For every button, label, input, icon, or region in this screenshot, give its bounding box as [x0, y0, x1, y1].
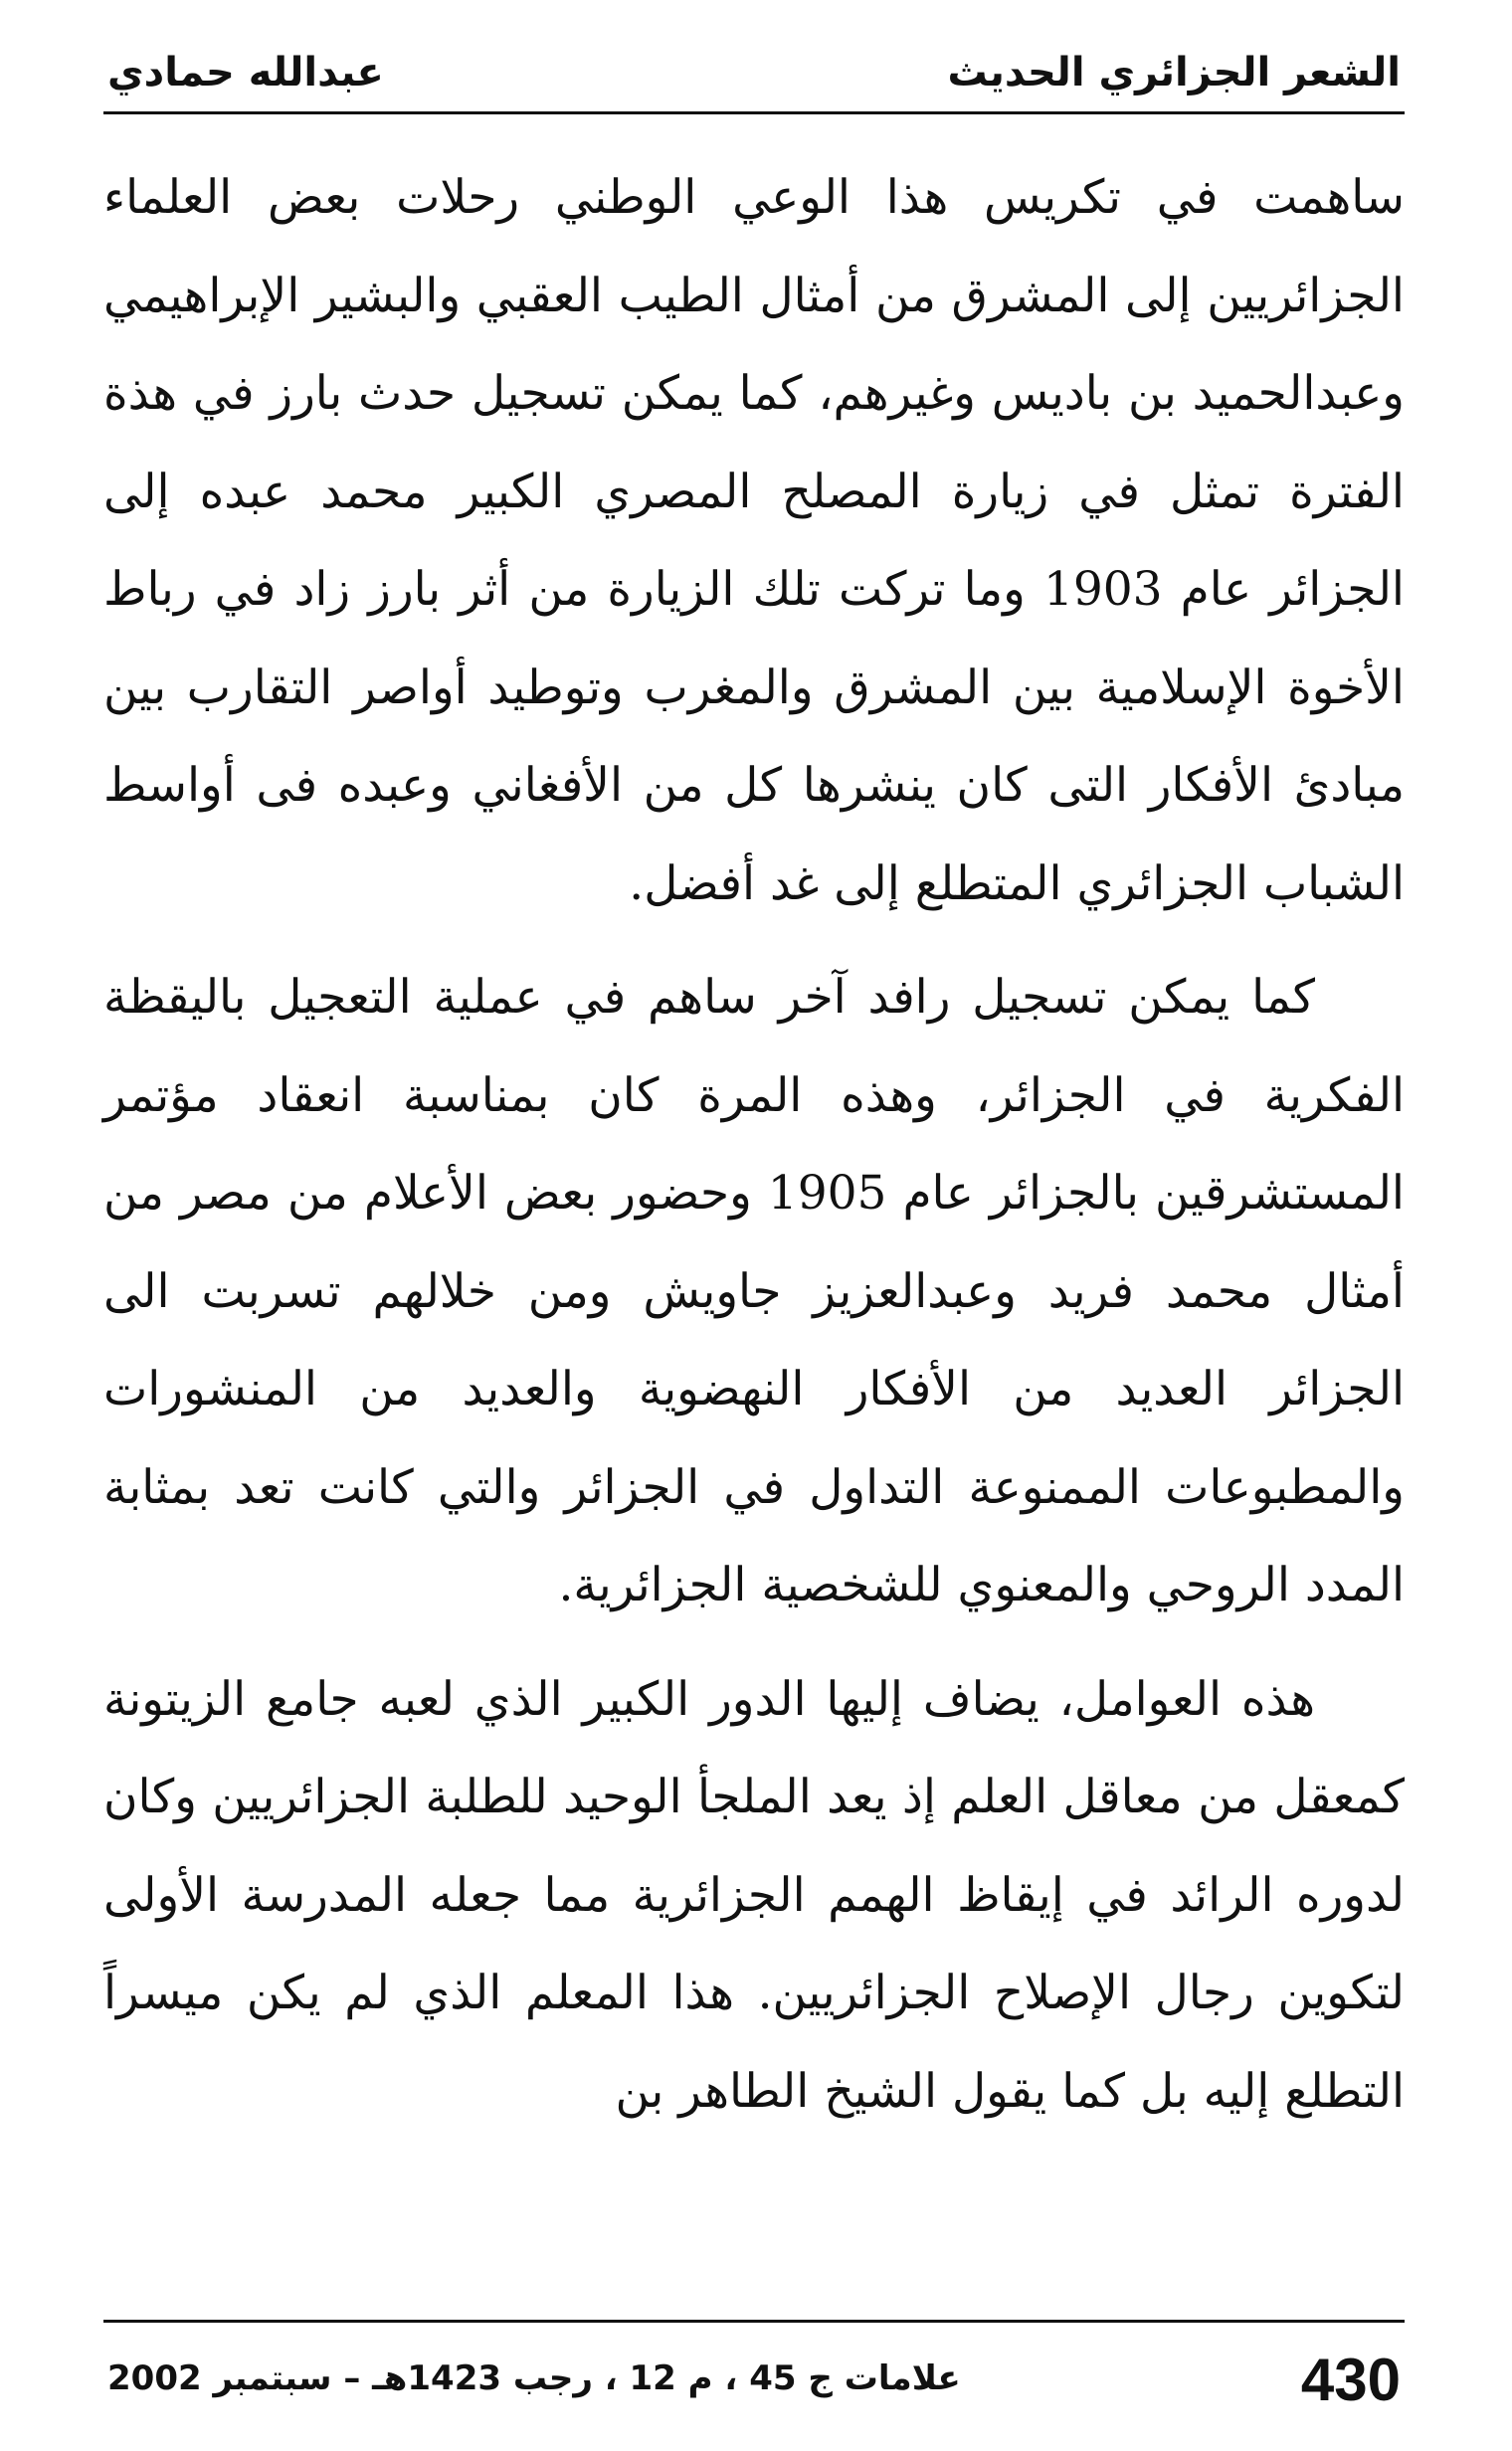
paragraph-2: كما يمكن تسجيل رافد آخر ساهم في عملية التعجيل باليقظة الفكرية في الجزائر، وهذه المرة كان بمناسبة انعقاد مؤتمر المستشرقين بالجزائر عام 1905 وحضور بعض الأعلام من مصر من أمثال محمد فريد وعبدالعزيز جاويش ومن خلالهم تسربت الى الجزائر العديد من الأفكار النهضوية والعديد من المنشورات والمطبوعات الممنوعة التداول في الجزائر والتي كانت تعد بمثابة المدد الروحي والمعنوي للشخصية الجزائرية. — [103, 970, 1405, 1612]
running-header — [103, 38, 1405, 114]
body-text — [103, 149, 1405, 2157]
journal-citation: علامات ج 45 ، م 12 ، رجب 1423هـ – سبتمبر 2002 — [107, 2358, 961, 2398]
paragraph-3: هذه العوامل، يضاف إليها الدور الكبير الذي لعبه جامع الزيتونة كمعقل من معاقل العلم إذ يعد الملجأ الوحيد للطلبة الجزائريين وكان لدوره الرائد في إيقاظ الهمم الجزائرية مما جعله المدرسة الأولى لتكوين رجال الإصلاح الجزائريين. هذا المعلم الذي لم يكن ميسراً التطلع إليه بل كما يقول الشيخ الطاهر بن — [103, 1671, 1405, 2119]
page-number: 430 — [1300, 2347, 1401, 2413]
author-name: عبدالله حمادي — [107, 50, 384, 95]
journal-title: الشعر الجزائري الحديث — [947, 50, 1401, 95]
page-footer — [103, 2320, 1405, 2422]
paragraph-1: ساهمت في تكريس هذا الوعي الوطني رحلات بعض العلماء الجزائريين إلى المشرق من أمثال الطيب العقبي والبشير الإبراهيمي وعبدالحميد بن باديس وغيرهم، كما يمكن تسجيل حدث بارز في هذة الفترة تمثل في زيارة المصلح المصري الكبير محمد عبده إلى الجزائر عام 1903 وما تركت تلك الزيارة من أثر بارز زاد في رباط الأخوة الإسلامية بين المشرق والمغرب وتوطيد أواصر التقارب بين مبادئ الأفكار التى كان ينشرها كل من الأفغاني وعبده فى أواسط الشباب الجزائري المتطلع إلى غد أفضل. — [103, 170, 1405, 911]
